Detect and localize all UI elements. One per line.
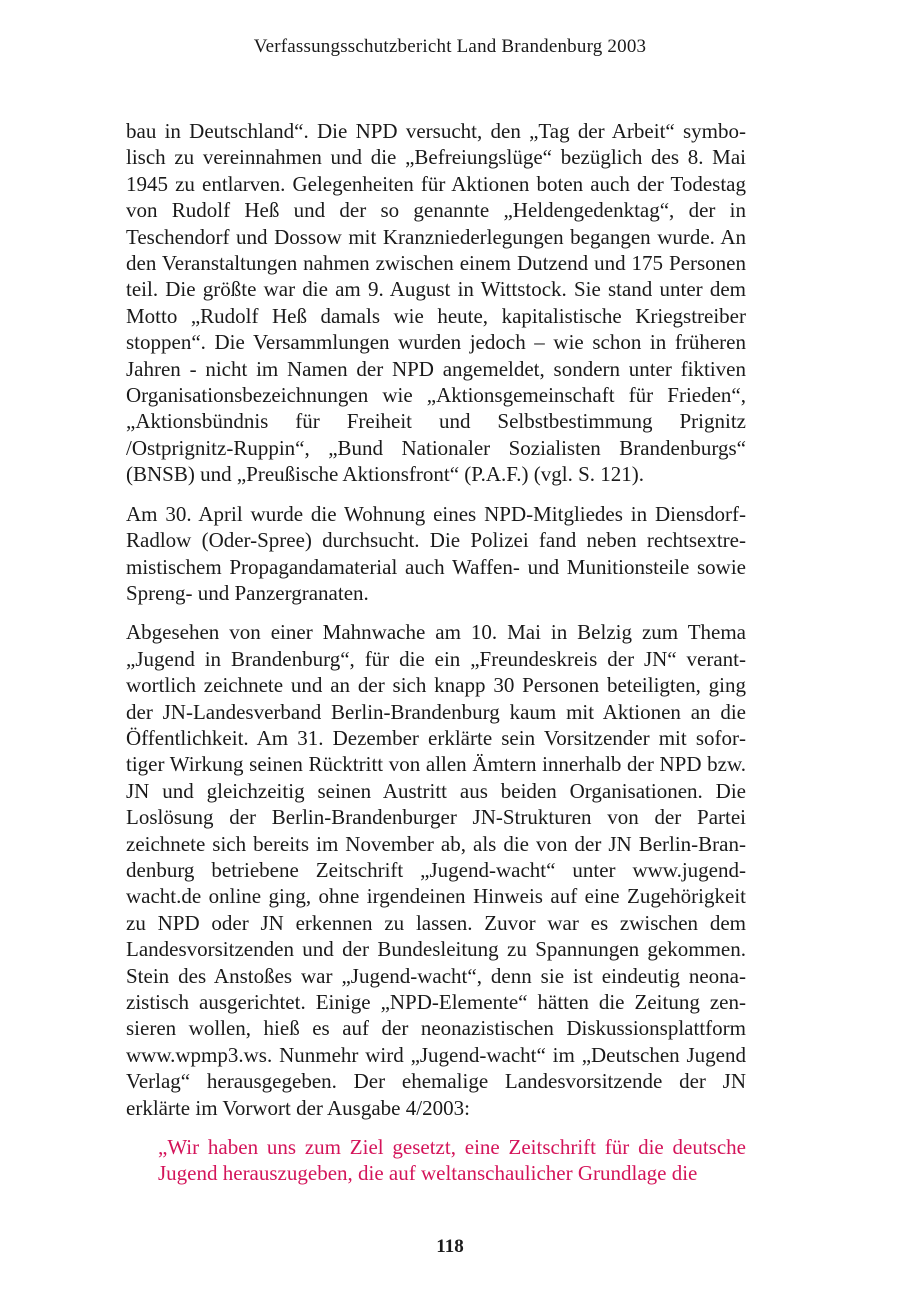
paragraph-1: bau in Deutschland“. Die NPD versucht, den „Tag der Arbeit“ symbolisch zu vereinnahmen und die „Befreiungslüge“ bezüglich des 8. Mai 1945 zu entlarven. Gelegenheiten für Aktionen boten auch der Todestag von Rudolf Heß und der so genannte „Heldengedenktag“, der in Teschendorf und Dossow mit Kranzniederlegungen begangen wurde. An den Veranstaltungen nahmen zwischen einem Dutzend und 175 Personen teil. Die größte war die am 9. August in Wittstock. Sie stand unter dem Motto „Rudolf Heß damals wie heute, kapitalistische Kriegstreiber stoppen“. Die Versammlungen wurden jedoch – wie schon in früheren Jahren - nicht im Namen der NPD angemeldet, sondern unter fiktiven Organisationsbezeichnungen wie „Aktionsgemeinschaft für Frieden“, „Aktionsbündnis für Freiheit und Selbstbestimmung Prignitz /Ostprignitz-Ruppin“, „Bund Nationaler Sozialisten Brandenburgs“ (BNSB) und „Preußische Aktionsfront“ (P.A.F.) (vgl. S. 121).: [126, 119, 746, 487]
paragraph-3: Abgesehen von einer Mahnwache am 10. Mai in Belzig zum Thema „Jugend in Brandenburg“, für die ein „Freundeskreis der JN“ verantwortlich zeichnete und an der sich knapp 30 Personen beteiligten, ging der JN-Landesverband Berlin-Brandenburg kaum mit Aktionen an die Öffentlichkeit. Am 31. Dezember erklärte sein Vorsitzender mit sofortiger Wirkung seinen Rücktritt von allen Ämtern innerhalb der NPD bzw. JN und gleichzeitig seinen Austritt aus beiden Organisationen. Die Loslösung der Berlin-Brandenburger JN-Strukturen von der Partei zeichnete sich bereits im November ab, als die von der JN Berlin-Brandenburg betriebene Zeitschrift „Jugend-wacht“ unter www.jugend-wacht.de online ging, ohne irgendeinen Hinweis auf eine Zugehörigkeit zu NPD oder JN erkennen zu lassen. Zuvor war es zwischen dem Landesvorsitzenden und der Bundesleitung zu Spannungen gekommen. Stein des Anstoßes war „Jugend-wacht“, denn sie ist eindeutig neonazistisch ausgerichtet. Einige „NPD-Elemente“ hätten die Zeitung zensieren wollen, hieß es auf der neonazistischen Diskussionsplattform www.wpmp3.ws. Nunmehr wird „Jugend-wacht“ im „Deutschen Jugend Verlag“ herausgegeben. Der ehemalige Landesvorsitzende der JN erklärte im Vorwort der Ausgabe 4/2003:: [126, 620, 746, 1120]
running-header: Verfassungsschutzbericht Land Brandenburg 2003: [253, 36, 647, 57]
page-body: [126, 118, 746, 1187]
page-number: 118: [436, 1236, 464, 1257]
paragraph-2: Am 30. April wurde die Wohnung eines NPD-Mitgliedes in Diensdorf-Radlow (Oder-Spree) durchsucht. Die Polizei fand neben rechtsextremistischem Propagandamaterial auch Waffen- und Munitionsteile sowie Spreng- und Panzergranaten.: [126, 501, 746, 605]
block-quote: „Wir haben uns zum Ziel gesetzt, eine Zeitschrift für die deutsche Jugend herauszugeben, die auf weltanschaulicher Grundlage die: [158, 1135, 746, 1186]
